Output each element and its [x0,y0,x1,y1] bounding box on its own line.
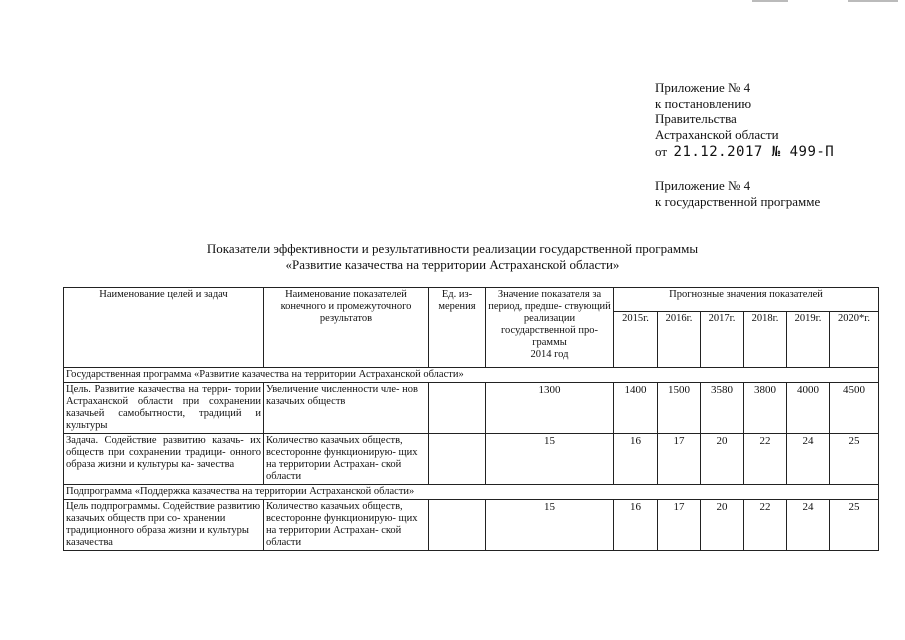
indicator-cell: Количество казачьих обществ, всесторонне функционирую- щих на территории Астрахан- ской области [264,500,429,551]
appendix-line: Астраханской области [655,126,779,142]
appendix-line: к постановлению [655,95,752,111]
header-year: 2020*г. [830,312,879,368]
header-base-year: 2014 год [530,349,569,360]
forecast-cell: 22 [744,500,787,551]
header-year: 2015г. [614,312,658,368]
forecast-cell: 24 [787,500,830,551]
date-prefix: от [655,144,668,159]
forecast-cell: 17 [658,500,701,551]
header-base-text: Значение показателя за период, предше- ствующий реализации государственной про- граммы [488,289,611,348]
header-forecast: Прогнозные значения показателей [614,288,879,312]
base-value-cell: 15 [486,434,614,485]
title-line: Показатели эффективности и результативности реализации государственной программы [206,241,699,256]
goal-cell: Цель подпрограммы. Содействие развитию казачьих обществ при со- хранении традиционного образа жизни и культуры казачества [64,500,264,551]
header-year: 2016г. [658,312,701,368]
section-row: Государственная программа «Развитие казачества на территории Астраханской области» [64,368,879,383]
forecast-cell: 16 [614,500,658,551]
forecast-cell: 4500 [830,383,879,434]
header-year: 2018г. [744,312,787,368]
indicator-cell: Увеличение численности чле- нов казачьих обществ [264,383,429,434]
forecast-cell: 17 [658,434,701,485]
forecast-cell: 1500 [658,383,701,434]
forecast-cell: 3580 [701,383,744,434]
header-year: 2017г. [701,312,744,368]
forecast-cell: 20 [701,500,744,551]
header-unit: Ед. из- мерения [429,288,486,368]
unit-cell [429,500,486,551]
indicator-cell: Количество казачьих обществ, всесторонне функционирую- щих на территории Астрахан- ской области [264,434,429,485]
forecast-cell: 24 [787,434,830,485]
scan-mark [752,0,788,2]
goal-cell: Задача. Содействие развитию казачь- их обществ при сохранении традици- онного образа жизни и культуры ка- зачества [64,434,264,485]
forecast-cell: 25 [830,500,879,551]
forecast-cell: 3800 [744,383,787,434]
date-stamp: 21.12.2017 № 499-П [673,144,835,160]
base-value-cell: 15 [486,500,614,551]
forecast-cell: 16 [614,434,658,485]
forecast-cell: 25 [830,434,879,485]
forecast-cell: 20 [701,434,744,485]
appendix-program-block [655,178,820,209]
appendix-date [655,144,834,161]
document-title [0,241,905,273]
appendix-line: к государственной программе [655,193,821,209]
forecast-cell: 4000 [787,383,830,434]
header-base [486,288,614,368]
forecast-cell: 1400 [614,383,658,434]
appendix-line: Приложение № 4 [655,80,751,95]
header-indicator: Наименование показателей конечного и промежуточного результатов [264,288,429,368]
section-row: Подпрограмма «Поддержка казачества на территории Астраханской области» [64,485,879,500]
unit-cell [429,434,486,485]
title-line: «Развитие казачества на территории Астраханской области» [285,257,620,272]
header-goals: Наименование целей и задач [64,288,264,368]
indicators-table [63,287,879,551]
appendix-line: Правительства [655,111,737,126]
scan-mark [848,0,898,2]
goal-cell: Цель. Развитие казачества на терри- тории Астраханской области при сохранении казачьей самобытности, традиций и культуры [64,383,264,434]
appendix-line: Приложение № 4 [655,178,751,193]
forecast-cell: 22 [744,434,787,485]
header-year: 2019г. [787,312,830,368]
unit-cell [429,383,486,434]
appendix-resolution-block [655,80,834,161]
base-value-cell: 1300 [486,383,614,434]
